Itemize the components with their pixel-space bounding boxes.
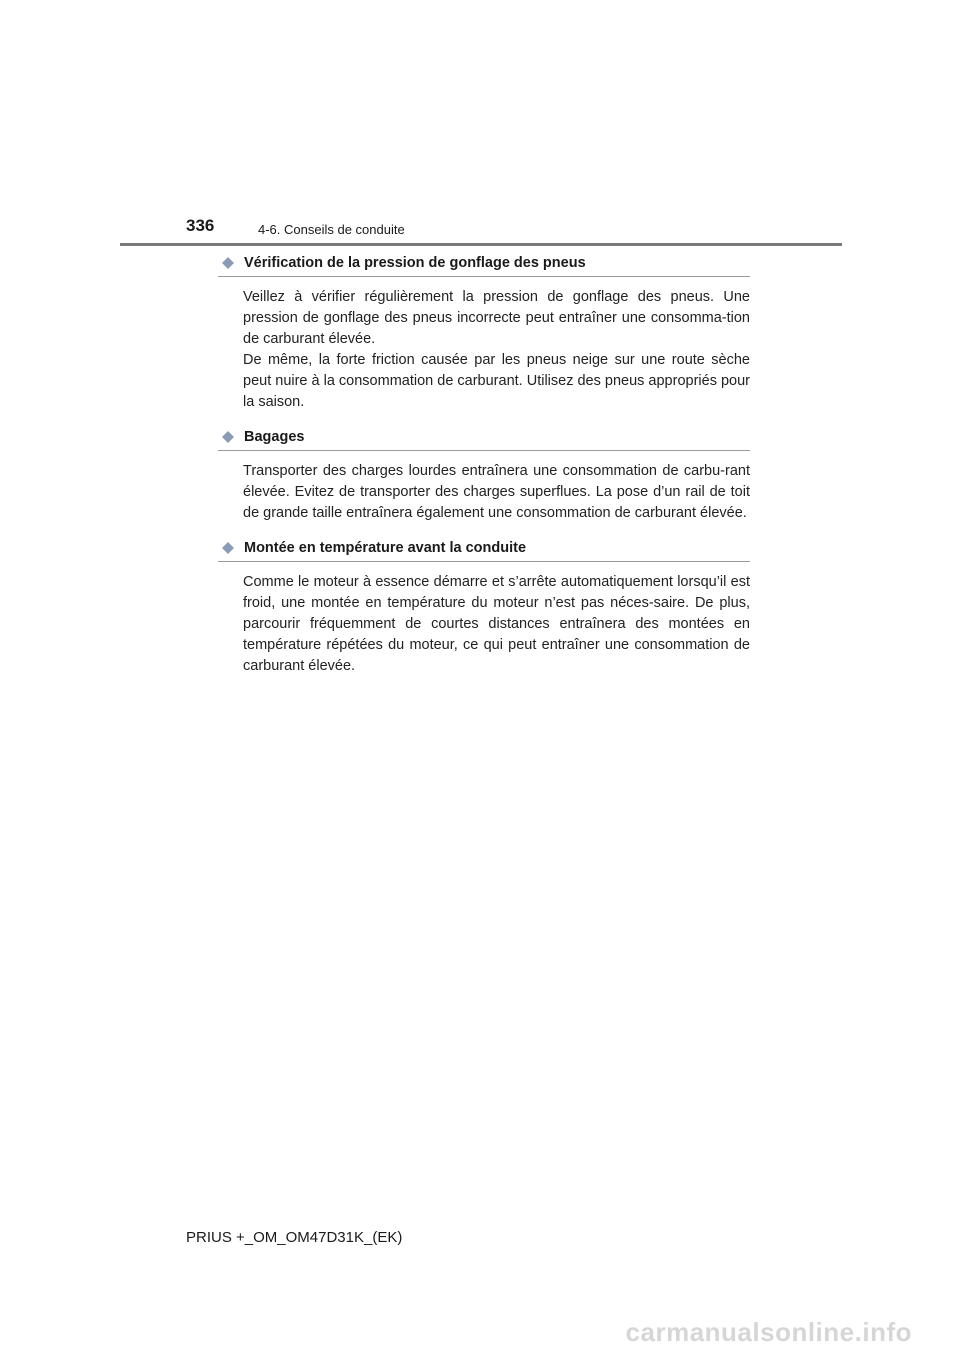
- section-title: Montée en température avant la conduite: [244, 540, 527, 556]
- section-title: Bagages: [244, 429, 305, 445]
- paragraph: Transporter des charges lourdes entraînera une consommation de carbu-rant élevée. Evitez de transporter des charges superflues. La pose d’un rail de toit de grande taille entraînera également une consommation de carburant élevée.: [243, 463, 750, 521]
- section-title: Vérification de la pression de gonflage des pneus: [244, 255, 586, 271]
- diamond-bullet-icon: [222, 431, 234, 443]
- paragraph: Veillez à vérifier régulièrement la pression de gonflage des pneus. Une pression de gonflage des pneus incorrecte peut entraîner une consomma-tion de carburant élevée.: [243, 289, 750, 347]
- document-code: PRIUS +_OM_OM47D31K_(EK): [186, 1229, 403, 1246]
- paragraph: De même, la forte friction causée par les pneus neige sur une route sèche peut nuire à la consommation de carburant. Utilisez des pneus appropriés pour la saison.: [243, 352, 750, 410]
- diamond-bullet-icon: [222, 257, 234, 269]
- section-tire-pressure: [218, 253, 750, 413]
- header-divider: [120, 243, 842, 246]
- diamond-bullet-icon: [222, 542, 234, 554]
- section-heading: [218, 253, 750, 277]
- main-content: [218, 253, 750, 691]
- section-luggage: [218, 427, 750, 524]
- watermark: carmanualsonline.info: [625, 1317, 912, 1347]
- page-number: 336: [186, 216, 215, 235]
- section-heading: [218, 427, 750, 451]
- section-warm-up: [218, 538, 750, 677]
- paragraph: Comme le moteur à essence démarre et s’arrête automatiquement lorsqu’il est froid, une montée en température du moteur n’est pas néces-saire. De plus, parcourir fréquemment de courtes distances entraînera des montées en température répétées du moteur, ce qui peut entraîner une consommation de carburant élevée.: [243, 574, 750, 674]
- section-heading: [218, 538, 750, 562]
- chapter-title: 4-6. Conseils de conduite: [258, 222, 405, 237]
